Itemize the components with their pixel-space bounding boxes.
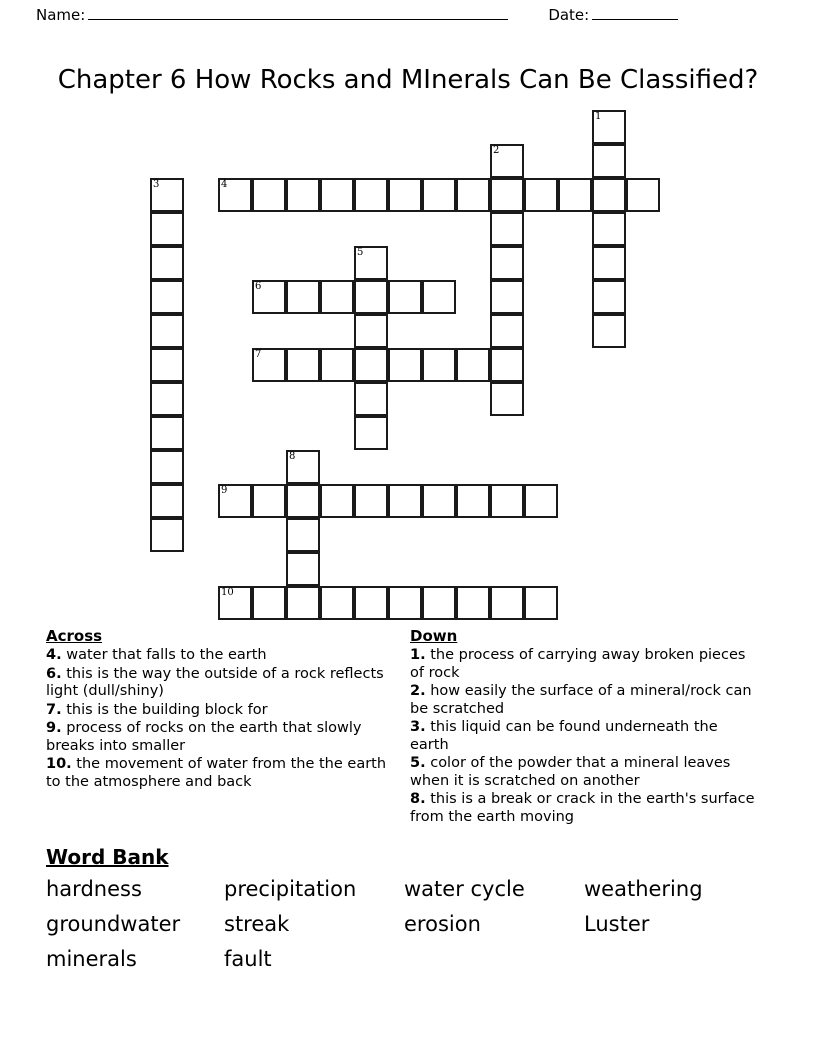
crossword-cell-number: 6 (255, 281, 262, 292)
clue-number: 4. (46, 647, 62, 663)
crossword-cell-number: 5 (357, 247, 364, 258)
crossword-cell[interactable] (592, 212, 626, 246)
crossword-cell[interactable] (354, 484, 388, 518)
clue-item (410, 719, 760, 754)
word-bank-word: minerals (46, 947, 137, 971)
crossword-cell-number: 3 (153, 179, 160, 190)
clue-item (410, 683, 760, 718)
crossword-cell[interactable] (320, 586, 354, 620)
clue-item (46, 666, 396, 701)
word-bank-empty (404, 945, 584, 974)
crossword-cell[interactable] (286, 348, 320, 382)
crossword-cell[interactable] (218, 178, 252, 212)
word-bank-word: hardness (46, 877, 142, 901)
clue-number: 7. (46, 701, 62, 718)
clue-number: 5. (410, 755, 426, 771)
crossword-cell[interactable] (150, 314, 184, 348)
crossword-cell[interactable] (354, 178, 388, 212)
crossword-cell[interactable] (490, 246, 524, 280)
word-bank-word: weathering (584, 877, 703, 901)
clue-number: 6. (46, 665, 62, 682)
crossword-cell[interactable] (354, 416, 388, 450)
crossword-cell[interactable] (252, 586, 286, 620)
crossword-cell[interactable] (490, 586, 524, 620)
crossword-cell[interactable] (388, 484, 422, 518)
crossword-cell[interactable] (388, 280, 422, 314)
crossword-cell[interactable] (320, 484, 354, 518)
clue-number: 3. (410, 719, 426, 735)
crossword-cell[interactable] (490, 280, 524, 314)
clue-item (46, 702, 396, 720)
crossword-cell[interactable] (422, 178, 456, 212)
crossword-cell[interactable] (456, 484, 490, 518)
crossword-cell[interactable] (422, 484, 456, 518)
crossword-cell[interactable] (626, 178, 660, 212)
crossword-cell[interactable] (150, 484, 184, 518)
clue-text: this liquid can be found underneath the earth (410, 719, 718, 753)
crossword-cell[interactable] (422, 586, 456, 620)
word-bank-word: fault (224, 947, 272, 971)
crossword-cell[interactable] (286, 450, 320, 484)
word-bank (46, 845, 786, 974)
crossword-cell-number: 4 (221, 179, 228, 190)
date-label: Date: (548, 6, 590, 24)
clue-number: 9. (46, 720, 62, 736)
word-bank-word: water cycle (404, 877, 525, 901)
crossword-cell[interactable] (320, 348, 354, 382)
crossword-cell[interactable] (592, 178, 626, 212)
clue-item (46, 720, 396, 755)
clue-item (410, 647, 760, 682)
crossword-cell-number: 2 (493, 145, 500, 156)
crossword-cell[interactable] (592, 110, 626, 144)
crossword-cell[interactable] (252, 484, 286, 518)
name-label: Name: (36, 6, 86, 24)
crossword-cell[interactable] (490, 348, 524, 382)
across-clue-column (46, 628, 396, 792)
clue-text: this is the way the outside of a rock reflects light (dull/shiny) (46, 665, 384, 699)
crossword-cell[interactable] (252, 280, 286, 314)
crossword-cell[interactable] (150, 382, 184, 416)
crossword-cell[interactable] (286, 518, 320, 552)
down-heading: Down (410, 627, 458, 645)
crossword-cell[interactable] (592, 314, 626, 348)
crossword-cell[interactable] (150, 212, 184, 246)
crossword-cell[interactable] (592, 246, 626, 280)
clue-text: color of the powder that a mineral leaves when it is scratched on another (410, 755, 731, 789)
crossword-cell[interactable] (286, 178, 320, 212)
crossword-cell[interactable] (490, 382, 524, 416)
crossword-cell[interactable] (354, 314, 388, 348)
clue-text: the process of carrying away broken pieces of rock (410, 647, 746, 681)
crossword-cell[interactable] (150, 280, 184, 314)
across-heading: Across (46, 627, 103, 645)
word-bank-word: precipitation (224, 877, 357, 901)
clue-item (46, 647, 396, 665)
crossword-cell[interactable] (218, 484, 252, 518)
crossword-cell[interactable] (524, 178, 558, 212)
clue-text: process of rocks on the earth that slowly breaks into smaller (46, 720, 362, 754)
clue-number: 8. (410, 791, 426, 807)
clue-text: this is a break or crack in the earth's surface from the earth moving (410, 791, 755, 825)
crossword-cell[interactable] (490, 178, 524, 212)
word-bank-word: erosion (404, 912, 481, 936)
crossword-cell[interactable] (592, 144, 626, 178)
crossword-cell-number: 8 (289, 451, 296, 462)
crossword-cell[interactable] (456, 348, 490, 382)
word-bank-word: Luster (584, 912, 650, 936)
clue-text: the movement of water from the the earth to the atmosphere and back (46, 756, 387, 790)
crossword-cell[interactable] (286, 484, 320, 518)
crossword-cell[interactable] (218, 586, 252, 620)
clue-item (410, 791, 760, 826)
clues-area (0, 628, 816, 838)
crossword-cell-number: 10 (221, 587, 234, 598)
clue-text: this is the building block for (61, 701, 268, 718)
crossword-cell[interactable] (252, 348, 286, 382)
word-bank-heading: Word Bank (46, 845, 169, 869)
page-title: Chapter 6 How Rocks and MInerals Can Be Classified? (57, 65, 759, 96)
crossword-cell[interactable] (388, 586, 422, 620)
clue-number: 1. (410, 647, 426, 663)
crossword-cell[interactable] (320, 280, 354, 314)
crossword-cell[interactable] (320, 178, 354, 212)
crossword-cell[interactable] (150, 246, 184, 280)
word-bank-empty (584, 945, 764, 974)
crossword-cell[interactable] (490, 484, 524, 518)
word-bank-word: groundwater (46, 912, 181, 936)
crossword-cell[interactable] (558, 178, 592, 212)
clue-item (46, 756, 396, 791)
clue-item (410, 755, 760, 790)
word-bank-word: streak (224, 912, 290, 936)
crossword-cell[interactable] (422, 280, 456, 314)
crossword-cell[interactable] (286, 552, 320, 586)
crossword-cell[interactable] (456, 178, 490, 212)
down-clue-list (410, 647, 760, 826)
crossword-cell[interactable] (150, 348, 184, 382)
crossword-cell[interactable] (422, 348, 456, 382)
crossword-cell-number: 1 (595, 111, 602, 122)
crossword-cell[interactable] (490, 314, 524, 348)
clue-number: 10. (46, 756, 72, 772)
crossword-cell[interactable] (490, 144, 524, 178)
crossword-cell[interactable] (388, 348, 422, 382)
crossword-cell[interactable] (286, 586, 320, 620)
word-bank-grid (46, 875, 786, 974)
crossword-cell[interactable] (354, 382, 388, 416)
crossword-cell[interactable] (354, 586, 388, 620)
crossword-cell[interactable] (354, 348, 388, 382)
clue-text: how easily the surface of a mineral/rock can be scratched (410, 683, 752, 717)
crossword-cell[interactable] (150, 518, 184, 552)
crossword-cell[interactable] (388, 178, 422, 212)
crossword-cell[interactable] (150, 416, 184, 450)
across-clue-list (46, 647, 396, 791)
crossword-cell[interactable] (150, 450, 184, 484)
crossword-cell[interactable] (490, 212, 524, 246)
crossword-cell[interactable] (252, 178, 286, 212)
crossword-cell[interactable] (354, 246, 388, 280)
crossword-cell-number: 9 (221, 485, 228, 496)
clue-number: 2. (410, 683, 426, 699)
clue-text: water that falls to the earth (61, 647, 267, 663)
crossword-cell[interactable] (524, 484, 558, 518)
crossword-cell[interactable] (354, 280, 388, 314)
crossword-cell[interactable] (456, 586, 490, 620)
crossword-cell[interactable] (524, 586, 558, 620)
crossword-cell-number: 7 (255, 349, 262, 360)
crossword-cell[interactable] (286, 280, 320, 314)
crossword-cell[interactable] (592, 280, 626, 314)
down-clue-column (410, 628, 760, 827)
crossword-cell[interactable] (150, 178, 184, 212)
